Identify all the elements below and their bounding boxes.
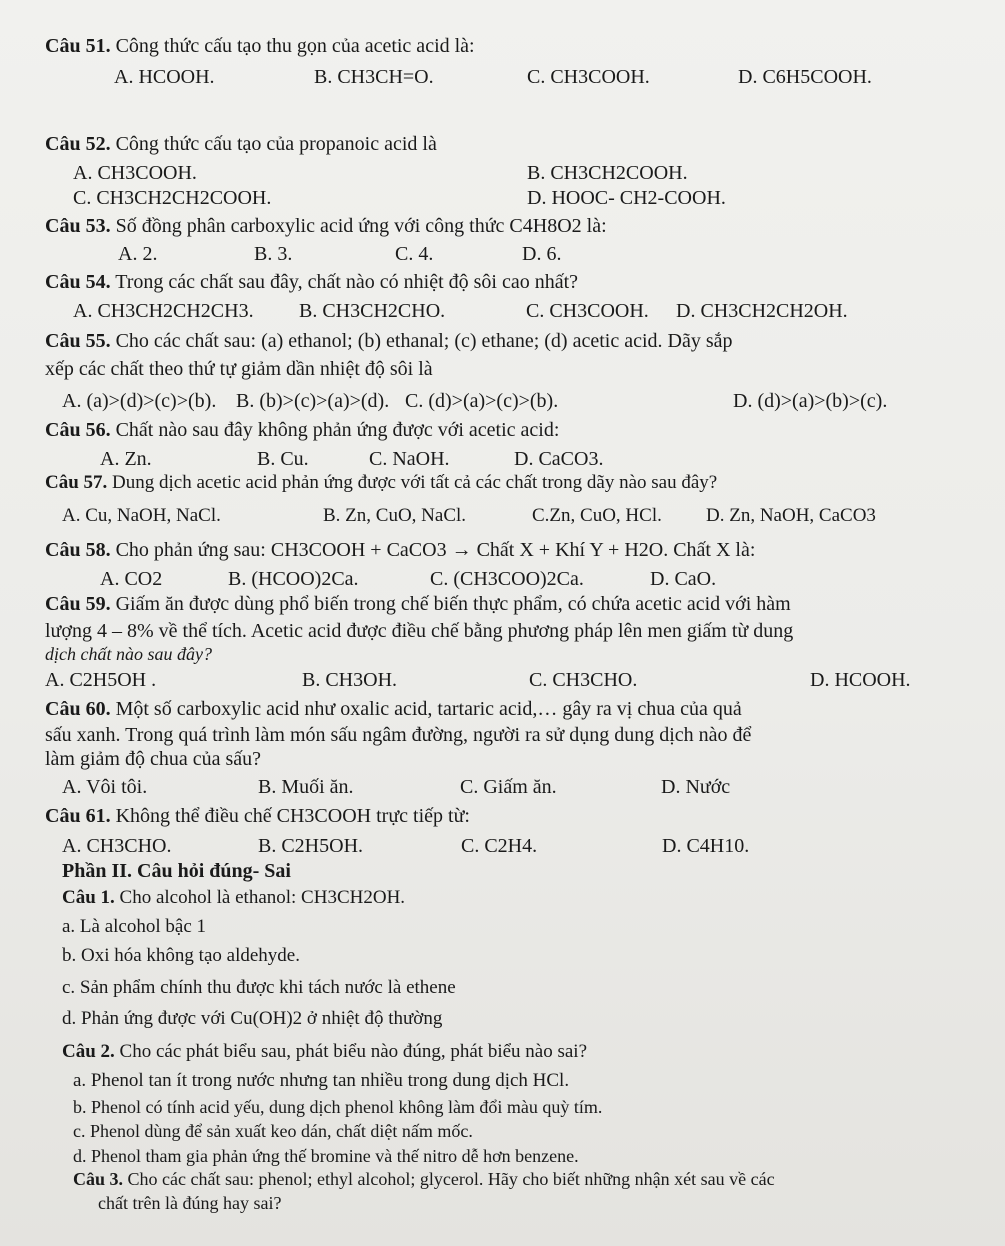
tf-statement-c: c. Phenol dùng để sản xuất keo dán, chất diệt nấm mốc. xyxy=(73,1121,473,1141)
option-c: C. C2H4. xyxy=(461,835,538,857)
option-d: D. HOOC- CH2-COOH. xyxy=(527,187,726,209)
question-52 xyxy=(45,131,437,157)
option-c: C. CH3CHO. xyxy=(529,669,638,691)
question-text: Dung dịch acetic acid phản ứng được với tất cả các chất trong dãy nào sau đây? xyxy=(107,472,718,493)
question-55 xyxy=(45,328,733,354)
question-text: Cho phản ứng sau: CH3COOH + CaCO3 → Chất X + Khí Y + H2O. Chất X là: xyxy=(110,539,756,561)
option-d: D. CaCO3. xyxy=(514,448,604,470)
tf-statement-d: d. Phenol tham gia phản ứng thế bromine và thế nitro dễ hơn benzene. xyxy=(73,1146,579,1166)
option-a: A. HCOOH. xyxy=(114,66,215,88)
option-d: D. HCOOH. xyxy=(810,669,911,691)
question-53 xyxy=(45,213,607,239)
question-text: Giấm ăn được dùng phổ biến trong chế biến thực phẩm, có chứa acetic acid với hàm xyxy=(110,593,791,615)
tf-question-3 xyxy=(73,1166,775,1192)
option-d: D. Zn, NaOH, CaCO3 xyxy=(706,505,876,526)
option-b: B. CH3CH2COOH. xyxy=(527,162,688,184)
option-d: D. Nước xyxy=(661,776,731,798)
option-c: C. CH3COOH. xyxy=(527,66,650,88)
option-b: B. Muối ăn. xyxy=(258,776,354,798)
tf-question-2 xyxy=(62,1039,587,1065)
question-number: Câu 51. xyxy=(45,35,111,57)
option-b: B. (b)>(c)>(a)>(d). xyxy=(236,390,390,412)
tf-statement-c: c. Sản phẩm chính thu được khi tách nước là ethene xyxy=(62,977,456,998)
question-text: Công thức cấu tạo thu gọn của acetic acid là: xyxy=(110,35,475,57)
tf-question-3-cont: chất trên là đúng hay sai? xyxy=(98,1193,282,1213)
option-b: B. (HCOO)2Ca. xyxy=(228,568,359,590)
tf-statement-d: d. Phản ứng được với Cu(OH)2 ở nhiệt độ thường xyxy=(62,1008,443,1029)
question-56 xyxy=(45,417,559,443)
option-d: D. CH3CH2CH2OH. xyxy=(676,300,848,322)
option-b: B. CH3CH=O. xyxy=(314,66,434,88)
option-a: A. 2. xyxy=(118,243,158,265)
option-c: C. CH3CH2CH2COOH. xyxy=(73,187,272,209)
question-number: Câu 52. xyxy=(45,133,111,155)
question-text: Trong các chất sau đây, chất nào có nhiệt độ sôi cao nhất? xyxy=(110,271,579,293)
option-b: B. C2H5OH. xyxy=(258,835,364,857)
question-60-cont: sấu xanh. Trong quá trình làm món sấu ngâm đường, người ra sử dụng dung dịch nào để xyxy=(45,724,752,746)
question-number: Câu 3. xyxy=(73,1169,124,1189)
question-60 xyxy=(45,696,742,722)
option-b: B. Zn, CuO, NaCl. xyxy=(323,505,467,526)
option-a: A. CH3COOH. xyxy=(73,162,197,184)
question-number: Câu 2. xyxy=(62,1041,115,1062)
question-number: Câu 60. xyxy=(45,698,111,720)
question-text: Cho các phát biểu sau, phát biểu nào đúng, phát biểu nào sai? xyxy=(114,1041,588,1062)
option-a: A. CH3CHO. xyxy=(62,835,172,857)
question-text: Cho các chất sau: (a) ethanol; (b) ethanal; (c) ethane; (d) acetic acid. Dãy sắp xyxy=(110,330,733,352)
option-a: A. Vôi tôi. xyxy=(62,776,148,798)
option-d: D. CaO. xyxy=(650,568,717,590)
option-d: D. C4H10. xyxy=(662,835,750,857)
question-57 xyxy=(45,470,717,496)
tf-question-1 xyxy=(62,885,405,911)
question-54 xyxy=(45,269,578,295)
question-text: Một số carboxylic acid như oxalic acid, tartaric acid,… gây ra vị chua của quả xyxy=(110,698,742,720)
option-c: C.Zn, CuO, HCl. xyxy=(532,505,662,526)
question-number: Câu 57. xyxy=(45,472,108,493)
option-b: B. CH3CH2CHO. xyxy=(299,300,446,322)
question-55-cont: xếp các chất theo thứ tự giảm dần nhiệt độ sôi là xyxy=(45,358,433,380)
option-c: C. CH3COOH. xyxy=(526,300,649,322)
option-c: C. Giấm ăn. xyxy=(460,776,557,798)
question-61 xyxy=(45,803,470,829)
question-number: Câu 59. xyxy=(45,593,111,615)
option-c: C. NaOH. xyxy=(369,448,450,470)
option-c: C. (CH3COO)2Ca. xyxy=(430,568,584,590)
question-59-cont: lượng 4 – 8% về thể tích. Acetic acid được điều chế bằng phương pháp lên men giấm từ dung xyxy=(45,620,794,642)
question-text: Số đồng phân carboxylic acid ứng với công thức C4H8O2 là: xyxy=(110,215,607,237)
option-a: A. Cu, NaOH, NaCl. xyxy=(62,505,221,526)
option-a: A. C2H5OH . xyxy=(45,669,157,691)
tf-statement-b: b. Phenol có tính acid yếu, dung dịch phenol không làm đổi màu quỳ tím. xyxy=(73,1097,603,1117)
option-b: B. CH3OH. xyxy=(302,669,398,691)
option-d: D. C6H5COOH. xyxy=(738,66,872,88)
question-number: Câu 1. xyxy=(62,887,115,908)
question-text: Cho alcohol là ethanol: CH3CH2OH. xyxy=(114,887,406,908)
question-60-cont2: làm giảm độ chua của sấu? xyxy=(45,748,262,770)
option-a: A. CO2 xyxy=(100,568,163,590)
question-number: Câu 53. xyxy=(45,215,111,237)
option-b: B. Cu. xyxy=(257,448,309,470)
option-d: D. 6. xyxy=(522,243,562,265)
question-51 xyxy=(45,33,475,59)
option-c: C. 4. xyxy=(395,243,434,265)
tf-statement-a: a. Phenol tan ít trong nước nhưng tan nhiều trong dung dịch HCl. xyxy=(73,1070,570,1091)
option-c: C. (d)>(a)>(c)>(b). xyxy=(405,390,559,412)
question-number: Câu 58. xyxy=(45,539,111,561)
option-a: A. Zn. xyxy=(100,448,152,470)
option-d: D. (d)>(a)>(b)>(c). xyxy=(733,390,888,412)
question-number: Câu 54. xyxy=(45,271,111,293)
question-text: Công thức cấu tạo của propanoic acid là xyxy=(110,133,437,155)
question-59 xyxy=(45,591,791,617)
question-text: Chất nào sau đây không phản ứng được với acetic acid: xyxy=(110,419,560,441)
tf-statement-b: b. Oxi hóa không tạo aldehyde. xyxy=(62,945,300,966)
option-b: B. 3. xyxy=(254,243,293,265)
question-59-cont2: dịch chất nào sau đây? xyxy=(45,644,212,664)
option-a: A. (a)>(d)>(c)>(b). xyxy=(62,390,217,412)
section-title: Phần II. Câu hỏi đúng- Sai xyxy=(62,860,291,882)
option-a: A. CH3CH2CH2CH3. xyxy=(73,300,254,322)
question-number: Câu 55. xyxy=(45,330,111,352)
question-text: Cho các chất sau: phenol; ethyl alcohol; glycerol. Hãy cho biết những nhận xét sau về các xyxy=(123,1169,775,1189)
question-number: Câu 56. xyxy=(45,419,111,441)
question-text: Không thể điều chế CH3COOH trực tiếp từ: xyxy=(110,805,470,827)
tf-statement-a: a. Là alcohol bậc 1 xyxy=(62,916,207,937)
question-number: Câu 61. xyxy=(45,805,111,827)
question-58 xyxy=(45,537,755,563)
